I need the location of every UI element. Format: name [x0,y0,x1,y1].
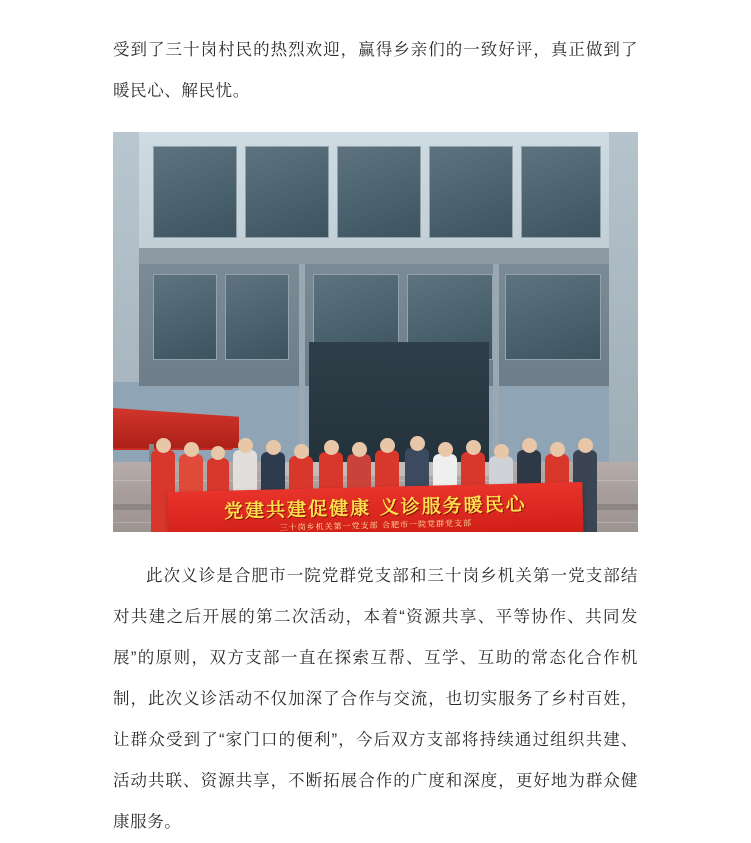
building-right-column [609,132,638,462]
person-head [352,442,367,457]
person-head [438,442,453,457]
person-head [324,440,339,455]
window-pane [245,146,329,238]
window-pane [337,146,421,238]
person-head [466,440,481,455]
person-head [294,444,309,459]
window-pane [153,274,217,360]
paragraph-2: 此次义诊是合肥市一院党群党支部和三十岗乡机关第一党支部结对共建之后开展的第二次活动，本着“资源共享、平等协作、共同发展”的原则，双方支部一直在探索互帮、互学、互助的常态化合作机制，此次义诊活动不仅加深了合作与交流，也切实服务了乡村百姓，让群众受到了“家门口的便利”，今后双方支部将持续通过组织共建、活动共联、资源共享，不断拓展合作的广度和深度，更好地为群众健康服务。 [113,567,638,831]
person-head [184,442,199,457]
person-head [410,436,425,451]
window-pane [225,274,289,360]
person-head [550,442,565,457]
person-head [266,440,281,455]
person-head [522,438,537,453]
paragraph-1: 受到了三十岗村民的热烈欢迎，赢得乡亲们的一致好评，真正做到了暖民心、解民忧。 [113,41,638,100]
person-head [211,446,225,460]
person-head [578,438,593,453]
window-pane [429,146,513,238]
photo-scene [113,132,638,532]
person-head [380,438,395,453]
window-pane [153,146,237,238]
article-photo [113,132,638,532]
building-left-column [113,132,139,382]
window-pane [521,146,601,238]
building-band [139,248,609,264]
person-head [156,438,171,453]
person-head [494,444,509,459]
person-head [238,438,253,453]
banner-main-text: 党建共建促健康 义诊服务暖民心 [223,493,527,523]
window-pane [505,274,601,360]
banner-sub-text: 三十岗乡机关第一党支部 合肥市一院党群党支部 [279,518,473,532]
